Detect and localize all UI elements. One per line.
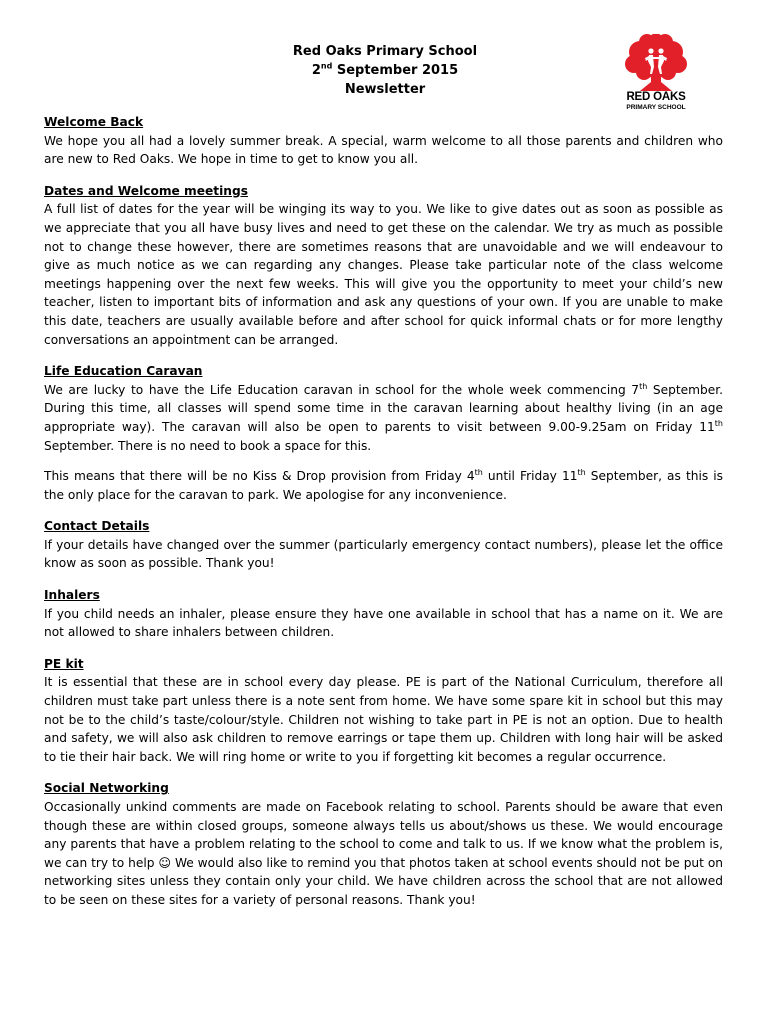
date-rest: September 2015 [332, 63, 459, 78]
logo-name: RED OAKS [626, 91, 686, 103]
section-contact [44, 517, 723, 573]
section-text [44, 381, 723, 455]
oak-tree-icon [620, 34, 692, 92]
text-run: September, as this is the only place for the caravan to park. We apologise for any inconvenience. [44, 469, 723, 502]
text-run: September. During this time, all classes will spend some time in the caravan learning about healthy living (in an age appropriate way). The caravan will also be open to parents to visit between 9.00-9.25am on Friday 11 [44, 382, 724, 434]
section-pe-kit [44, 655, 723, 767]
ordinal-suffix: th [474, 468, 483, 478]
section-heading: PE kit [44, 656, 84, 671]
section-heading: Life Education Caravan [44, 364, 203, 379]
section-welcome [44, 113, 723, 169]
section-text: Occasionally unkind comments are made on Facebook relating to school. Parents should be aware that even though these are within closed groups, someone always tells us about/shows us these. We would encourage any parents that have a problem relating to the school to come and talk to us. If we know what the problem is, we can try to help ☺ We would also like to remind you that photos taken at school events should not be put on networking sites unless they contain only your child. We have children across the school that are not allowed to be seen on these sites for a variety of personal reasons. Thank you! [44, 800, 723, 907]
ordinal-suffix: th [577, 468, 586, 478]
section-text: We hope you all had a lovely summer break. A special, warm welcome to all those parents and children who are new to Red Oaks. We hope in time to get to know you all. [44, 133, 723, 167]
text-run: until Friday 11 [482, 469, 578, 484]
section-caravan [44, 362, 723, 504]
ordinal-suffix: th [639, 381, 648, 391]
school-name: Red Oaks Primary School [292, 44, 478, 59]
school-logo [620, 34, 692, 114]
section-heading: Inhalers [44, 588, 100, 603]
section-heading: Social Networking [44, 781, 169, 796]
section-text [44, 467, 723, 504]
section-heading: Contact Details [44, 519, 150, 534]
logo-subtitle: PRIMARY SCHOOL [626, 104, 686, 111]
date-suffix: nd [320, 61, 333, 71]
text-run: We are lucky to have the Life Education caravan in school for the whole week commencing 7 [44, 382, 640, 397]
section-heading: Dates and Welcome meetings [44, 183, 248, 198]
section-dates [44, 182, 723, 349]
date-day: 2 [311, 63, 321, 78]
section-text: It is essential that these are in school every day please. PE is part of the National Curriculum, therefore all children must take part unless there is a note sent from home. We have some spare kit in school but this may not be to the child’s taste/colour/style. Children not wishing to take part in PE is not an option. Due to health and safety, we will also ask children to remove earrings or tape them up. Children with long hair will be asked to tie their hair back. We will ring home or write to you if forgetting kit becomes a regular occurrence. [44, 675, 723, 764]
section-text: If you child needs an inhaler, please ensure they have one available in school that has a name on it. We are not allowed to share inhalers between children. [44, 606, 723, 640]
newsletter-label: Newsletter [344, 82, 426, 97]
section-social-networking [44, 779, 723, 909]
section-text: A full list of dates for the year will be winging its way to you. We like to give dates out as soon as possible as we appreciate that you all have busy lives and need to get these on the calendar. We try as much as possible not to change these however, there are sometimes reasons that are unavoidable and we will endeavour to give as much notice as we can regarding any changes. Please take particular note of the class welcome meetings happening over the next few weeks. This will give you the opportunity to meet your child’s new teacher, listen to important bits of information and ask any questions of your own. If you are unable to make this date, teachers are usually available before and after school for quick informal chats or for more lengthy conversations an appointment can be arranged. [44, 202, 723, 347]
section-inhalers [44, 586, 723, 642]
text-run: This means that there will be no Kiss & Drop provision from Friday 4 [44, 469, 475, 484]
text-run: September. There is no need to book a space for this. [44, 438, 372, 453]
section-text: If your details have changed over the summer (particularly emergency contact numbers), please let the office know as soon as possible. Thank you! [44, 537, 723, 571]
section-heading: Welcome Back [44, 115, 144, 129]
ordinal-suffix: th [714, 418, 723, 428]
newsletter-body [44, 113, 723, 923]
